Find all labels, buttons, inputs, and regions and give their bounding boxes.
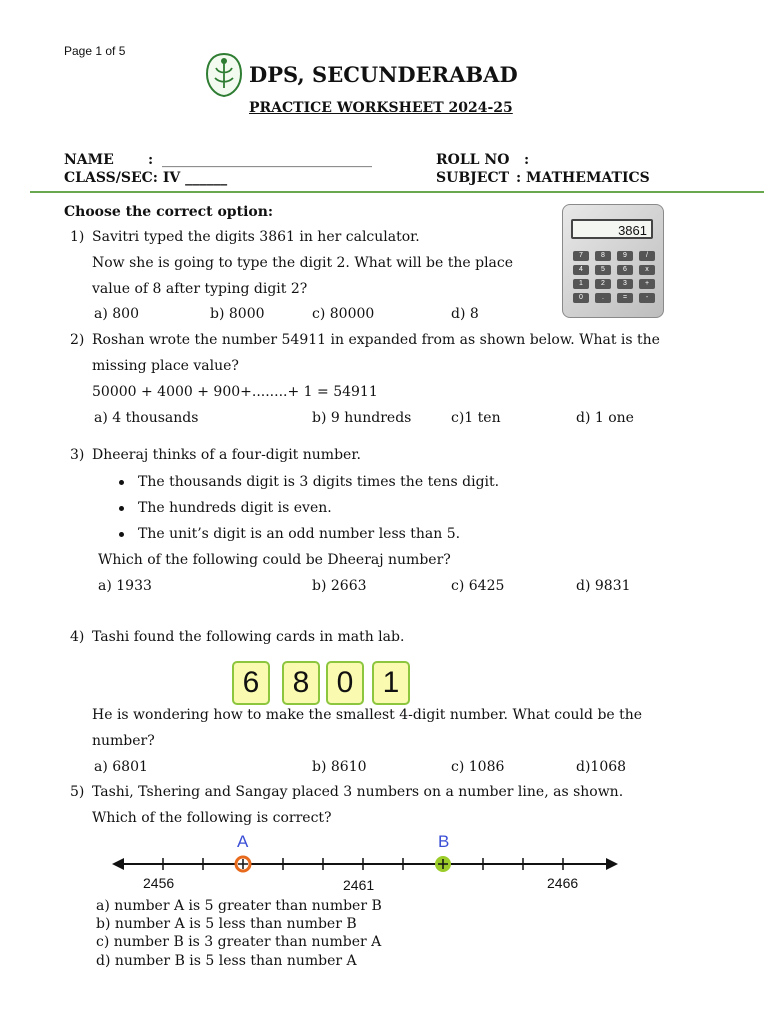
calc-key: 1	[573, 279, 589, 289]
tick-label-2466: 2466	[547, 875, 579, 891]
q1-number: 1)	[70, 229, 85, 245]
calc-key: x	[639, 265, 655, 275]
q5-number: 5)	[70, 784, 85, 800]
q2-line2: missing place value?	[92, 358, 239, 374]
q2-option-b[interactable]: b) 9 hundreds	[312, 410, 412, 426]
instruction: Choose the correct option:	[64, 204, 274, 220]
calc-key: -	[639, 293, 655, 303]
q2-option-c[interactable]: c)1 ten	[451, 410, 501, 426]
q3-line1: Dheeraj thinks of a four-digit number.	[92, 447, 361, 463]
calc-key: 0	[573, 293, 589, 303]
roll-label: ROLL NO	[436, 152, 510, 168]
q1-option-d[interactable]: d) 8	[451, 306, 479, 322]
q3-option-b[interactable]: b) 2663	[312, 578, 367, 594]
calc-key: 7	[573, 251, 589, 261]
calc-key: 4	[573, 265, 589, 275]
calc-key: +	[639, 279, 655, 289]
calc-key: 8	[595, 251, 611, 261]
q5-option-b[interactable]: b) number A is 5 less than number B	[96, 916, 357, 932]
q2-number: 2)	[70, 332, 85, 348]
tick-label-2461: 2461	[343, 877, 375, 893]
q3-clue-2: The hundreds digit is even.	[138, 500, 332, 516]
q1-line1: Savitri typed the digits 3861 in her calculator.	[92, 229, 420, 245]
header-divider	[30, 191, 764, 193]
calc-key: /	[639, 251, 655, 261]
bullet-icon	[119, 480, 124, 485]
q3-clue-1: The thousands digit is 3 digits times the tens digit.	[138, 474, 500, 490]
number-card: 8	[282, 661, 320, 705]
q4-option-a[interactable]: a) 6801	[94, 759, 148, 775]
q4-line3: number?	[92, 733, 155, 749]
worksheet-title: PRACTICE WORKSHEET 2024-25	[249, 100, 513, 116]
calculator-display: 3861	[571, 219, 653, 239]
q3-clue-3: The unit’s digit is an odd number less than 5.	[138, 526, 461, 542]
number-card: 1	[372, 661, 410, 705]
q4-number: 4)	[70, 629, 85, 645]
q1-option-c[interactable]: c) 80000	[312, 306, 375, 322]
subject-value: : MATHEMATICS	[516, 170, 650, 186]
subject-label: SUBJECT	[436, 170, 510, 186]
calc-key: .	[595, 293, 611, 303]
point-a-label: A	[237, 832, 249, 851]
q5-line2: Which of the following is correct?	[92, 810, 332, 826]
point-b-label: B	[438, 832, 450, 851]
bullet-icon	[119, 532, 124, 537]
name-label: NAME	[64, 152, 114, 168]
q4-option-b[interactable]: b) 8610	[312, 759, 367, 775]
q1-option-b[interactable]: b) 8000	[210, 306, 265, 322]
calc-key: 6	[617, 265, 633, 275]
q5-line1: Tashi, Tshering and Sangay placed 3 numbers on a number line, as shown.	[92, 784, 624, 800]
calc-key: 2	[595, 279, 611, 289]
calc-key: =	[617, 293, 633, 303]
q2-expansion: 50000 + 4000 + 900+........+ 1 = 54911	[92, 384, 378, 400]
school-name: DPS, SECUNDERABAD	[249, 62, 518, 87]
q4-option-d[interactable]: d)1068	[576, 759, 627, 775]
class-field[interactable]: CLASS/SEC: IV ______	[64, 170, 228, 186]
number-line	[110, 830, 620, 894]
left-arrow-icon	[112, 858, 124, 870]
q2-option-d[interactable]: d) 1 one	[576, 410, 634, 426]
q4-line1: Tashi found the following cards in math lab.	[92, 629, 405, 645]
q3-option-c[interactable]: c) 6425	[451, 578, 505, 594]
q3-question: Which of the following could be Dheeraj number?	[98, 552, 451, 568]
tick-label-2456: 2456	[143, 875, 175, 891]
q4-option-c[interactable]: c) 1086	[451, 759, 505, 775]
q3-number: 3)	[70, 447, 85, 463]
name-field[interactable]: ______________________________	[162, 152, 372, 168]
roll-colon: :	[524, 152, 530, 168]
q5-option-d[interactable]: d) number B is 5 less than number A	[96, 953, 357, 969]
q2-line1: Roshan wrote the number 54911 in expanded from as shown below. What is the	[92, 332, 660, 348]
q3-option-a[interactable]: a) 1933	[98, 578, 152, 594]
calc-key: 5	[595, 265, 611, 275]
q4-line2: He is wondering how to make the smallest 4-digit number. What could be the	[92, 707, 643, 723]
number-card: 0	[326, 661, 364, 705]
q1-line2: Now she is going to type the digit 2. What will be the place	[92, 255, 514, 271]
q5-option-c[interactable]: c) number B is 3 greater than number A	[96, 934, 382, 950]
number-card: 6	[232, 661, 270, 705]
q2-option-a[interactable]: a) 4 thousands	[94, 410, 199, 426]
calc-key: 9	[617, 251, 633, 261]
right-arrow-icon	[606, 858, 618, 870]
bullet-icon	[119, 506, 124, 511]
name-colon: :	[148, 152, 154, 168]
school-logo	[205, 52, 243, 98]
q5-option-a[interactable]: a) number A is 5 greater than number B	[96, 898, 382, 914]
calculator-image	[562, 204, 664, 318]
q3-option-d[interactable]: d) 9831	[576, 578, 631, 594]
q1-option-a[interactable]: a) 800	[94, 306, 139, 322]
q1-line3: value of 8 after typing digit 2?	[92, 281, 308, 297]
page-number: Page 1 of 5	[64, 44, 126, 58]
calc-key: 3	[617, 279, 633, 289]
